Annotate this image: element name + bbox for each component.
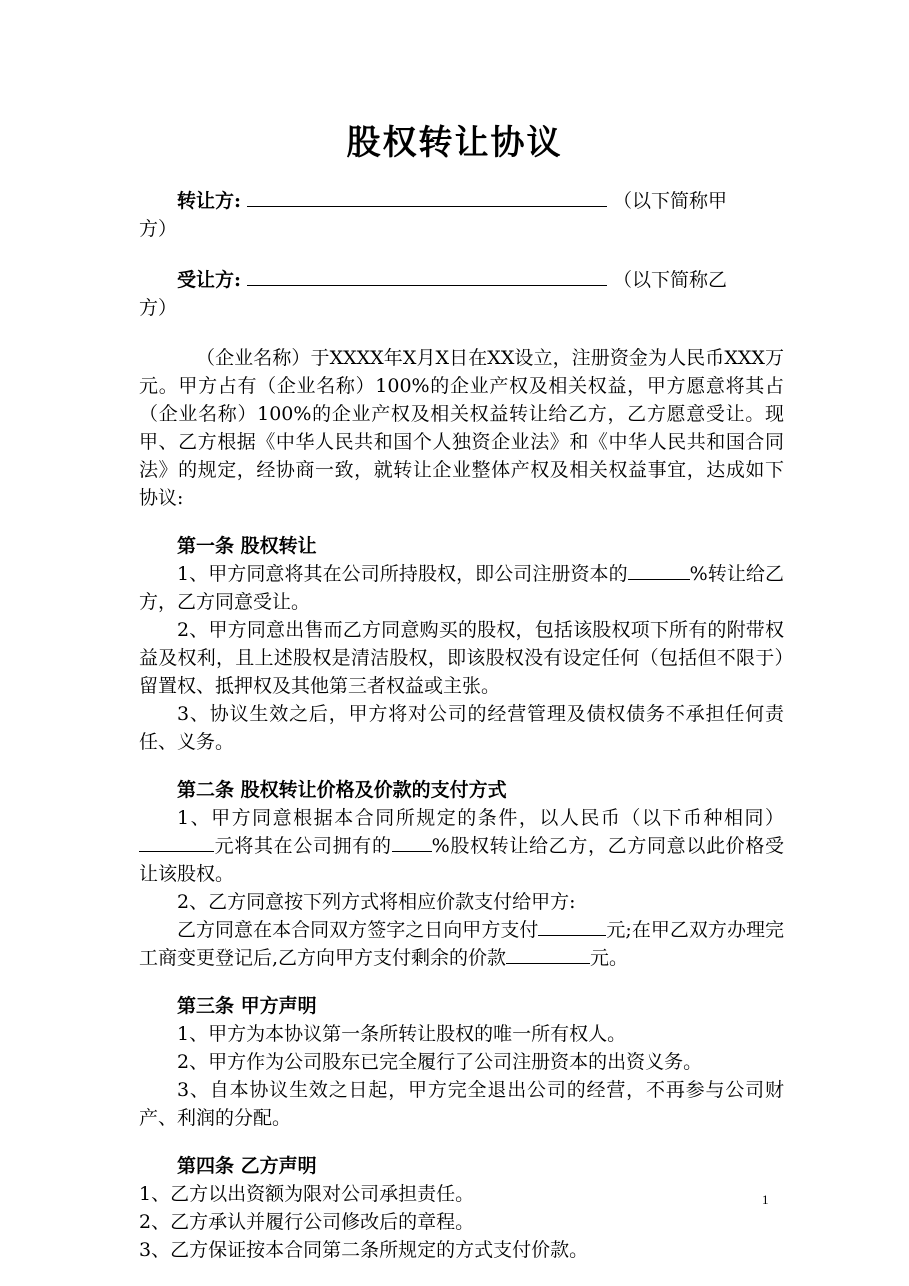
- article4-clause1: 1、乙方以出资额为限对公司承担责任。: [139, 1183, 475, 1205]
- percent-blank[interactable]: [628, 561, 690, 580]
- article1-heading: 第一条 股权转让: [177, 535, 317, 557]
- article2-clause3: [139, 916, 784, 972]
- article3-clause1: 1、甲方为本协议第一条所转让股权的唯一所有权人。: [177, 1023, 627, 1045]
- article2-clause2: 2、乙方同意按下列方式将相应价款支付给甲方:: [177, 891, 576, 913]
- first-payment-blank[interactable]: [538, 917, 606, 936]
- article1-clause1: [139, 560, 784, 616]
- transferee-line: [139, 265, 784, 294]
- share-percent-blank[interactable]: [392, 833, 432, 852]
- transferor-suffix: （以下简称甲: [613, 190, 728, 212]
- article4-clause3: 3、乙方保证按本合同第二条所规定的方式支付价款。: [139, 1239, 589, 1261]
- article3-heading: 第三条 甲方声明: [177, 995, 317, 1017]
- transferee-wrap: 方）: [139, 297, 178, 319]
- article1-clause2: 2、甲方同意出售而乙方同意购买的股权，包括该股权项下所有的附带权益及权利，且上述股权是清洁股权，即该股权没有设定任何（包括但不限于）留置权、抵押权及其他第三者权益或主张。: [139, 619, 784, 697]
- article2-clause1-b: 元将其在公司拥有的: [214, 835, 392, 857]
- article4-heading: 第四条 乙方声明: [177, 1155, 317, 1177]
- transferee-label: 受让方:: [177, 269, 242, 291]
- document-title: 股权转让协议: [346, 123, 563, 163]
- article1-clause3: 3、协议生效之后，甲方将对公司的经营管理及债权债务不承担任何责任、义务。: [139, 703, 784, 753]
- article2-clause1-a: 1、甲方同意根据本合同所规定的条件，以人民币（以下币种相同）: [177, 807, 784, 829]
- transferee-suffix: （以下简称乙: [613, 269, 728, 291]
- article4-clause2: 2、乙方承认并履行公司修改后的章程。: [139, 1211, 475, 1233]
- article2-clause1-c: %股权转让给乙方，乙方同意以此价格受让该股权。: [139, 835, 784, 885]
- article1-clause1-a: 1、甲方同意将其在公司所持股权，即公司注册资本的: [177, 563, 628, 585]
- article3-clause3: 3、自本协议生效之日起，甲方完全退出公司的经营，不再参与公司财产、利润的分配。: [139, 1079, 784, 1129]
- article2-heading: 第二条 股权转让价格及价款的支付方式: [177, 779, 507, 801]
- article2-clause3-c: 元。: [590, 947, 629, 969]
- intro-paragraph: （企业名称）于XXXX年X月X日在XX设立，注册资金为人民币XXX万元。甲方占有（企业名称）100%的企业产权及相关权益，甲方愿意将其占（企业名称）100%的企业产权及相关权益转让给乙方，乙方愿意受让。现甲、乙方根据《中华人民共和国个人独资企业法》和《中华人民共和国合同法》的规定，经协商一致，就转让企业整体产权及相关权益事宜，达成如下协议:: [139, 347, 784, 509]
- article2-clause3-a: 乙方同意在本合同双方签字之日向甲方支付: [177, 919, 539, 941]
- transferor-label: 转让方:: [177, 190, 242, 212]
- price-blank[interactable]: [139, 833, 214, 852]
- transferor-blank[interactable]: [247, 186, 607, 207]
- article1-clause1-b: %转让给乙方，乙方同意受让。: [139, 563, 784, 613]
- article2-clause3-b: 元;在甲乙双方办理完工商变更登记后,乙方向甲方支付剩余的价款: [139, 919, 784, 969]
- transferor-wrap: 方）: [139, 218, 178, 240]
- page-number: 1: [762, 1192, 769, 1207]
- article2-clause1: [139, 804, 784, 888]
- document-body: [139, 186, 784, 1264]
- transferor-line: [139, 186, 784, 215]
- remaining-payment-blank[interactable]: [506, 945, 590, 964]
- article3-clause2: 2、甲方作为公司股东已完全履行了公司注册资本的出资义务。: [177, 1051, 703, 1073]
- transferee-blank[interactable]: [247, 265, 607, 286]
